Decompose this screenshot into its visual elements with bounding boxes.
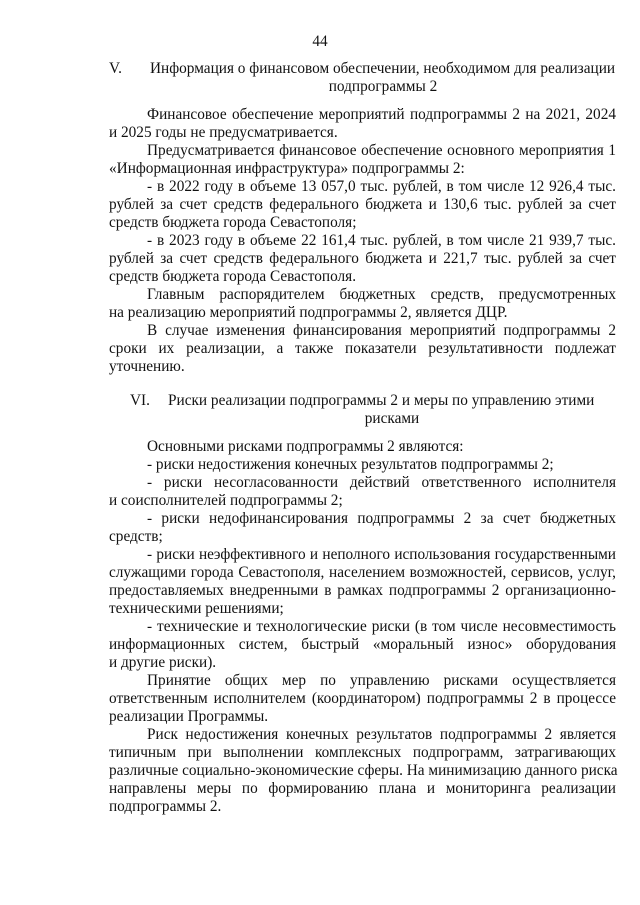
- s6-risk-4-line: предоставляемых внедренными в рамках подпрограммы 2 организационно-: [109, 582, 616, 599]
- section-5-title: Информация о финансовом обеспечении, необходимом для реализации: [150, 60, 616, 77]
- s6-risk-1-line: - риски недостижения конечных результатов подпрограммы 2;: [147, 456, 554, 473]
- s6-risk-5-line: информационных систем, быстрый «моральный износ» оборудования: [109, 636, 616, 653]
- s5-bullet-2022-line: - в 2022 году в объеме 13 057,0 тыс. рублей, в том числе 12 926,4 тыс.: [147, 178, 616, 195]
- s6-paragraph-2-line: подпрограммы 2.: [109, 798, 222, 815]
- s6-risk-2-line: и соисполнителей подпрограммы 2;: [109, 492, 343, 509]
- s6-risk-4-line: служащими города Севастополя, населением возможностей, сервисов, услуг,: [109, 564, 616, 581]
- s5-paragraph-4-line: В случае изменения финансирования мероприятий подпрограммы 2: [147, 322, 616, 339]
- s5-paragraph-2-line: Предусматривается финансовое обеспечение основного мероприятия 1: [147, 142, 616, 159]
- s5-paragraph-3-line: на реализацию мероприятий подпрограммы 2, является ДЦР.: [109, 304, 508, 321]
- s6-risk-5-line: - технические и технологические риски (в том числе несовместимость: [147, 618, 616, 635]
- s6-risk-4-line: техническими решениями;: [109, 600, 284, 617]
- s6-paragraph-2-line: различные социально-экономические сферы. На минимизацию данного риска: [109, 762, 618, 779]
- s5-bullet-2023-line: - в 2023 году в объеме 22 161,4 тыс. рублей, в том числе 21 939,7 тыс.: [147, 232, 616, 249]
- section-6-number: VI.: [130, 392, 150, 409]
- s6-risk-3-line: средств;: [109, 528, 163, 545]
- s5-bullet-2023-line: средств бюджета города Севастополя.: [109, 268, 357, 285]
- s6-paragraph-2-line: направлены меры по формированию плана и мониторинга реализации: [109, 780, 616, 797]
- s6-paragraph-2-line: Риск недостижения конечных результатов подпрограммы 2 является: [147, 726, 616, 743]
- s5-paragraph-4-line: уточнению.: [109, 358, 185, 375]
- s5-paragraph-2-line: «Информационная инфраструктура» подпрограммы 2:: [109, 160, 465, 177]
- s6-risk-5-line: и другие риски).: [109, 654, 217, 671]
- s6-paragraph-2-line: типичным при выполнении комплексных подпрограмм, затрагивающих: [109, 744, 616, 761]
- section-6-title-cont: рисками: [364, 410, 420, 427]
- page-number: 44: [312, 33, 328, 50]
- s5-bullet-2022-line: средств бюджета города Севастополя;: [109, 214, 357, 231]
- section-5-title-cont: подпрограммы 2: [328, 78, 438, 95]
- s6-paragraph-1-line: реализации Программы.: [109, 708, 269, 725]
- s6-intro: Основными рисками подпрограммы 2 являются:: [147, 438, 464, 455]
- section-6-title: Риски реализации подпрограммы 2 и меры по управлению этими: [168, 392, 595, 409]
- s5-paragraph-4-line: сроки их реализации, а также показатели результативности подлежат: [109, 340, 616, 357]
- s6-risk-4-line: - риски неэффективного и неполного использования государственными: [147, 546, 616, 563]
- s6-paragraph-1-line: Принятие общих мер по управлению рисками осуществляется: [147, 672, 616, 689]
- s5-paragraph-1-line: и 2025 годы не предусматривается.: [109, 124, 338, 141]
- s6-risk-3-line: - риски недофинансирования подпрограммы 2 за счет бюджетных: [147, 510, 616, 527]
- s5-paragraph-3-line: Главным распорядителем бюджетных средств, предусмотренных: [147, 286, 616, 303]
- s6-risk-2-line: - риски несогласованности действий ответственного исполнителя: [147, 474, 616, 491]
- s5-bullet-2022-line: рублей за счет средств федерального бюджета и 130,6 тыс. рублей за счет: [109, 196, 616, 213]
- s5-bullet-2023-line: рублей за счет средств федерального бюджета и 221,7 тыс. рублей за счет: [109, 250, 616, 267]
- section-5-number: V.: [109, 60, 122, 77]
- s5-paragraph-1-line: Финансовое обеспечение мероприятий подпрограммы 2 на 2021, 2024: [147, 106, 616, 123]
- s6-paragraph-1-line: ответственным исполнителем (координатором) подпрограммы 2 в процессе: [109, 690, 616, 707]
